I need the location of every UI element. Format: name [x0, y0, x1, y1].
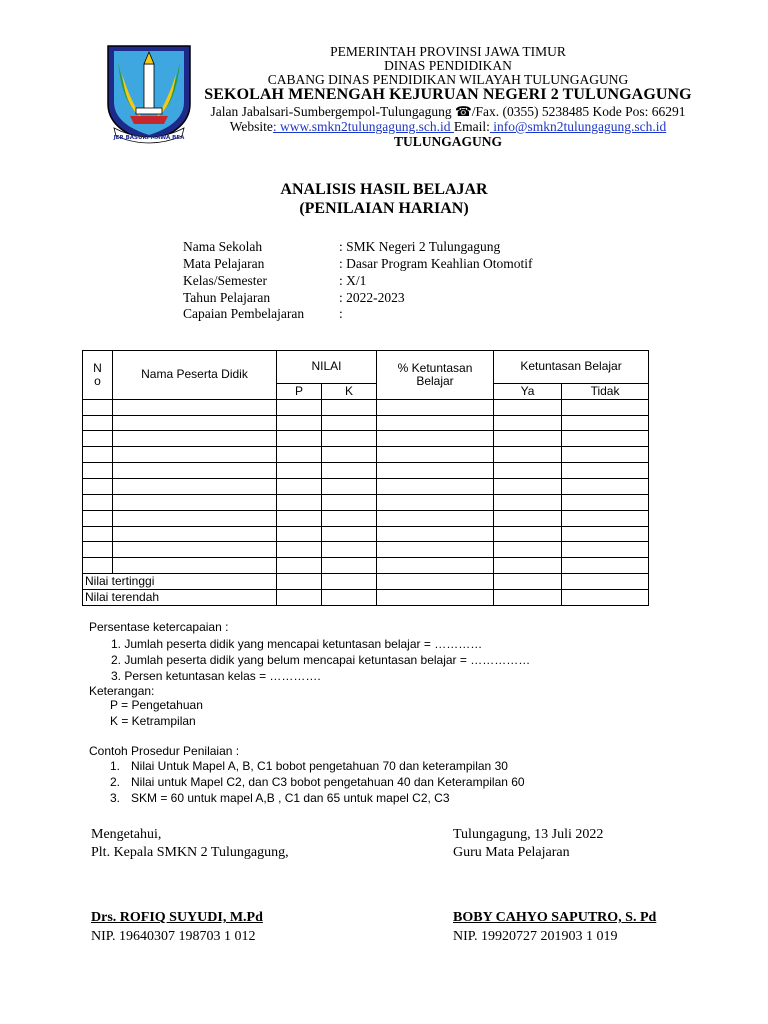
- table-cell: [377, 590, 494, 606]
- table-cell: [562, 574, 649, 590]
- table-cell: [377, 510, 494, 526]
- header-p: P: [277, 383, 322, 399]
- table-cell: [377, 526, 494, 542]
- table-cell: [322, 558, 377, 574]
- info-value: :: [339, 306, 343, 321]
- right-sign-position: Guru Mata Pelajaran: [453, 845, 570, 860]
- table-row: [83, 542, 649, 558]
- info-label: Nama Sekolah: [183, 239, 263, 254]
- table-cell: [83, 463, 113, 479]
- table-cell: [277, 542, 322, 558]
- procedure-item-3: SKM = 60 untuk mapel A,B , C1 dan 65 untuk mapel C2, C3: [131, 791, 450, 805]
- table-cell: [377, 463, 494, 479]
- info-value: : SMK Negeri 2 Tulungagung: [339, 239, 501, 254]
- table-cell: [113, 478, 277, 494]
- table-cell: [83, 542, 113, 558]
- table-cell: [494, 510, 562, 526]
- table-row: [83, 463, 649, 479]
- document-subtitle: (PENILAIAN HARIAN): [299, 200, 469, 217]
- address-text: Jalan Jabalsari-Sumbergempol-Tulungagung: [210, 104, 452, 119]
- right-sign-nip: NIP. 19920727 201903 1 019: [453, 929, 618, 944]
- table-cell: [277, 447, 322, 463]
- table-cell: [322, 431, 377, 447]
- left-sign-name: Drs. ROFIQ SUYUDI, M.Pd: [91, 910, 263, 925]
- email-label: Email:: [453, 119, 490, 134]
- letterhead: [0, 0, 768, 160]
- left-sign-acknowledged: Mengetahui,: [91, 827, 162, 842]
- address-phone-fax: /Fax. (0355) 5238485 Kode Pos: 66291: [471, 104, 686, 119]
- table-cell: [83, 399, 113, 415]
- table-cell: [377, 478, 494, 494]
- table-cell: [113, 415, 277, 431]
- header-ya: Ya: [494, 383, 562, 399]
- table-cell: [277, 590, 322, 606]
- procedure-number-2: 2.: [110, 775, 121, 789]
- table-cell: [113, 431, 277, 447]
- header-no: [83, 351, 113, 400]
- table-cell: [113, 542, 277, 558]
- achievement-item-3: 3. Persen ketuntasan kelas = ………….: [111, 669, 321, 683]
- table-cell: [113, 510, 277, 526]
- table-cell: [377, 574, 494, 590]
- table-cell: [562, 399, 649, 415]
- east-java-province-logo: [100, 42, 198, 144]
- header-branch: CABANG DINAS PENDIDIKAN WILAYAH TULUNGAGUNG: [267, 72, 629, 87]
- assessment-table: [82, 350, 649, 606]
- telephone-icon: ☎: [454, 104, 472, 119]
- table-cell: [277, 558, 322, 574]
- table-row: [83, 510, 649, 526]
- table-cell: [377, 431, 494, 447]
- legend-p: P = Pengetahuan: [110, 698, 203, 712]
- table-cell: [562, 590, 649, 606]
- table-cell: [494, 415, 562, 431]
- table-cell: [562, 463, 649, 479]
- header-percent-line1: % Ketuntasan: [397, 360, 473, 375]
- header-contact: [188, 119, 708, 135]
- table-cell: [83, 447, 113, 463]
- table-cell: [277, 399, 322, 415]
- table-cell: [113, 558, 277, 574]
- table-cell: [322, 526, 377, 542]
- table-cell: [322, 478, 377, 494]
- table-cell: [322, 447, 377, 463]
- header-mastery: Ketuntasan Belajar: [494, 351, 649, 384]
- website-label: Website: [229, 119, 273, 134]
- table-cell: [277, 478, 322, 494]
- info-value: : Dasar Program Keahlian Otomotif: [339, 256, 533, 271]
- table-cell: [494, 463, 562, 479]
- procedure-title: Contoh Prosedur Penilaian :: [89, 744, 240, 758]
- table-cell: [277, 415, 322, 431]
- header-nilai: NILAI: [277, 351, 377, 384]
- table-row: [83, 447, 649, 463]
- table-cell: [494, 558, 562, 574]
- table-cell: [322, 463, 377, 479]
- table-cell: [113, 447, 277, 463]
- right-sign-date: Tulungagung, 13 Juli 2022: [453, 827, 604, 842]
- table-cell: [83, 431, 113, 447]
- legend-title: Keterangan:: [89, 684, 155, 698]
- achievement-item-2: 2. Jumlah peserta didik yang belum mencapai ketuntasan belajar = ……………: [111, 653, 531, 667]
- table-cell: [83, 494, 113, 510]
- table-cell: [494, 574, 562, 590]
- header-no-line1: N: [93, 360, 102, 375]
- table-cell: [83, 526, 113, 542]
- info-value: : 2022-2023: [339, 290, 405, 305]
- table-cell: [83, 558, 113, 574]
- table-cell: [277, 526, 322, 542]
- table-cell: [494, 494, 562, 510]
- table-cell: [83, 478, 113, 494]
- header-no-line2: o: [94, 373, 101, 388]
- table-row: [83, 558, 649, 574]
- table-cell: [494, 590, 562, 606]
- header-government: PEMERINTAH PROVINSI JAWA TIMUR: [330, 44, 566, 59]
- header-school-name: SEKOLAH MENENGAH KEJURUAN NEGERI 2 TULUNGAGUNG: [204, 86, 692, 103]
- table-cell: [494, 526, 562, 542]
- svg-text:JER BASUKI MAWA BEA: JER BASUKI MAWA BEA: [113, 135, 185, 141]
- procedure-item-1: Nilai Untuk Mapel A, B, C1 bobot pengetahuan 70 dan keterampilan 30: [131, 759, 508, 773]
- table-cell: [562, 415, 649, 431]
- procedure-item-2: Nilai untuk Mapel C2, dan C3 bobot pengetahuan 40 dan Keterampilan 60: [131, 775, 525, 789]
- row-highest-label: Nilai tertinggi: [83, 574, 277, 590]
- table-cell: [377, 494, 494, 510]
- table-row: [83, 526, 649, 542]
- right-sign-name: BOBY CAHYO SAPUTRO, S. Pd: [453, 910, 657, 925]
- website-link[interactable]: : www.smkn2tulungagung.sch.id: [272, 119, 454, 134]
- table-row: [83, 431, 649, 447]
- table-cell: [377, 558, 494, 574]
- header-tidak: Tidak: [562, 383, 649, 399]
- document-title: ANALISIS HASIL BELAJAR: [280, 181, 488, 198]
- table-cell: [322, 415, 377, 431]
- table-cell: [562, 447, 649, 463]
- info-label: Capaian Pembelajaran: [183, 306, 305, 321]
- table-row: [83, 415, 649, 431]
- table-cell: [562, 526, 649, 542]
- info-value: : X/1: [339, 273, 367, 288]
- table-cell: [83, 415, 113, 431]
- table-cell: [562, 478, 649, 494]
- table-cell: [277, 463, 322, 479]
- achievement-item-1: 1. Jumlah peserta didik yang mencapai ketuntasan belajar = …………: [111, 637, 483, 651]
- table-cell: [113, 494, 277, 510]
- procedure-number-1: 1.: [110, 759, 121, 773]
- header-student-name: Nama Peserta Didik: [113, 351, 277, 400]
- table-cell: [113, 463, 277, 479]
- left-sign-position: Plt. Kepala SMKN 2 Tulungagung,: [91, 845, 289, 860]
- table-cell: [562, 494, 649, 510]
- table-cell: [113, 399, 277, 415]
- email-link[interactable]: info@smkn2tulungagung.sch.id: [489, 119, 667, 134]
- info-label: Mata Pelajaran: [183, 256, 265, 271]
- table-cell: [322, 494, 377, 510]
- table-cell: [322, 510, 377, 526]
- table-cell: [494, 399, 562, 415]
- table-cell: [562, 558, 649, 574]
- table-cell: [494, 542, 562, 558]
- table-cell: [277, 574, 322, 590]
- row-lowest-label: Nilai terendah: [83, 590, 277, 606]
- table-cell: [322, 590, 377, 606]
- header-percent-mastery: [377, 351, 494, 400]
- table-cell: [562, 431, 649, 447]
- table-cell: [277, 510, 322, 526]
- achievement-title: Persentase ketercapaian :: [89, 620, 229, 634]
- header-k: K: [322, 383, 377, 399]
- table-cell: [377, 415, 494, 431]
- info-label: Tahun Pelajaran: [183, 290, 271, 305]
- table-cell: [377, 399, 494, 415]
- table-cell: [83, 510, 113, 526]
- header-address: [188, 104, 708, 120]
- table-cell: [277, 431, 322, 447]
- left-sign-nip: NIP. 19640307 198703 1 012: [91, 929, 256, 944]
- table-cell: [494, 478, 562, 494]
- table-row: [83, 494, 649, 510]
- procedure-number-3: 3.: [110, 791, 121, 805]
- header-department: DINAS PENDIDIKAN: [384, 58, 512, 73]
- legend-k: K = Ketrampilan: [110, 714, 196, 728]
- table-cell: [562, 542, 649, 558]
- table-cell: [377, 542, 494, 558]
- header-city: TULUNGAGUNG: [393, 134, 502, 149]
- table-row: [83, 399, 649, 415]
- table-cell: [322, 574, 377, 590]
- table-cell: [562, 510, 649, 526]
- table-row: [83, 478, 649, 494]
- table-cell: [494, 431, 562, 447]
- table-cell: [113, 526, 277, 542]
- table-cell: [322, 399, 377, 415]
- table-cell: [277, 494, 322, 510]
- table-cell: [494, 447, 562, 463]
- table-cell: [322, 542, 377, 558]
- header-percent-line2: Belajar: [416, 373, 454, 388]
- info-label: Kelas/Semester: [183, 273, 267, 288]
- table-cell: [377, 447, 494, 463]
